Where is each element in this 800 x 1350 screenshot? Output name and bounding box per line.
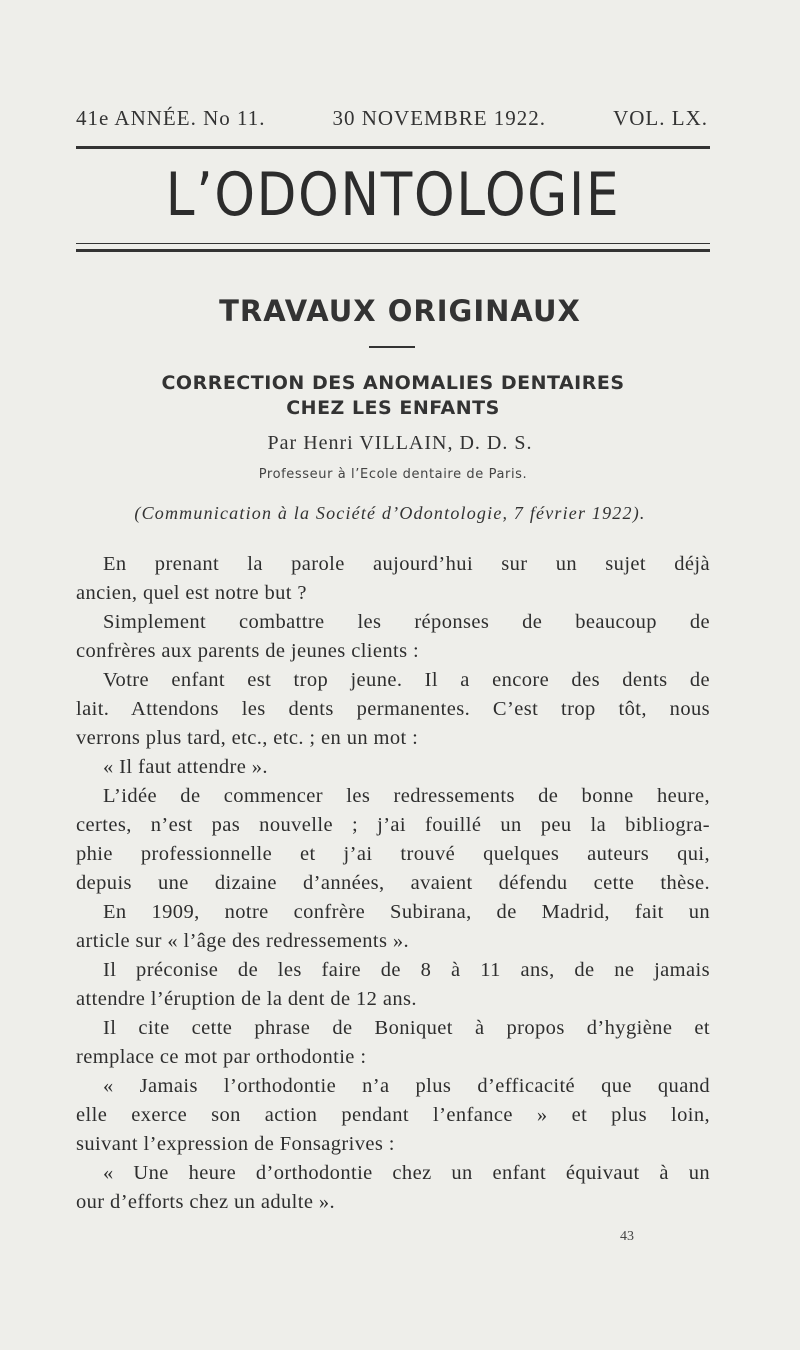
body-line: article sur « l’âge des redressements ». (76, 930, 410, 952)
body-line: Il cite cette phrase de Boniquet à propos d’hygiène et (103, 1017, 710, 1039)
author-affiliation: Professeur à l’Ecole dentaire de Paris. (258, 467, 528, 482)
body-line: « Jamais l’orthodontie n’a plus d’efficacité que quand (103, 1075, 710, 1097)
body-line: attendre l’éruption de la dent de 12 ans. (76, 988, 417, 1010)
body-line: depuis une dizaine d’années, avaient défendu cette thèse. (76, 872, 710, 894)
running-header (76, 106, 708, 131)
body-line: Votre enfant est trop jeune. Il a encore des dents de (103, 669, 710, 691)
body-line: verrons plus tard, etc., etc. ; en un mot : (76, 727, 419, 749)
body-line: En prenant la parole aujourd’hui sur un sujet déjà (103, 553, 710, 575)
title-rule-bottom (76, 249, 710, 252)
issue-date: 30 NOVEMBRE 1922. (332, 106, 547, 130)
body-line: lait. Attendons les dents permanentes. C’est trop tôt, nous (76, 698, 710, 720)
communication-note: (Communication à la Société d’Odontologie, 7 février 1922). (134, 503, 646, 523)
page-number: 43 (620, 1229, 634, 1244)
body-line: ancien, quel est notre but ? (76, 582, 307, 604)
body-line: L’idée de commencer les redressements de bonne heure, (103, 785, 710, 807)
body-line: phie professionnelle et j’ai trouvé quelques auteurs qui, (76, 843, 710, 865)
body-line: Il préconise de les faire de 8 à 11 ans, de ne jamais (103, 959, 710, 981)
section-divider (369, 346, 415, 348)
body-line: En 1909, notre confrère Subirana, de Madrid, fait un (103, 901, 710, 923)
article-title (0, 371, 786, 421)
article-author: Par Henri VILLAIN, D. D. S. (267, 432, 533, 454)
journal-title: L’ODONTOLOGIE (165, 160, 621, 230)
title-rule-top (76, 243, 710, 244)
body-line: remplace ce mot par orthodontie : (76, 1046, 367, 1068)
body-line: confrères aux parents de jeunes clients : (76, 640, 420, 662)
section-title: TRAVAUX ORIGINAUX (219, 294, 581, 328)
body-line: certes, n’est pas nouvelle ; j’ai fouillé un peu la bibliogra- (76, 814, 710, 836)
body-line: « Une heure d’orthodontie chez un enfant équivaut à un (103, 1162, 710, 1184)
body-line: « Il faut attendre ». (103, 756, 268, 778)
article-body (76, 550, 710, 1217)
header-rule (76, 146, 710, 149)
body-line: suivant l’expression de Fonsagrives : (76, 1133, 395, 1155)
volume-number: VOL. LX. (613, 106, 708, 130)
article-title-line-1: CORRECTION DES ANOMALIES DENTAIRES (161, 372, 625, 394)
article-title-line-2: CHEZ LES ENFANTS (286, 397, 500, 419)
issue-number: 41e ANNÉE. No 11. (76, 106, 266, 130)
body-line: elle exerce son action pendant l’enfance » et plus loin, (76, 1104, 710, 1126)
body-line: Simplement combattre les réponses de beaucoup de (103, 611, 710, 633)
body-line: our d’efforts chez un adulte ». (76, 1191, 336, 1213)
